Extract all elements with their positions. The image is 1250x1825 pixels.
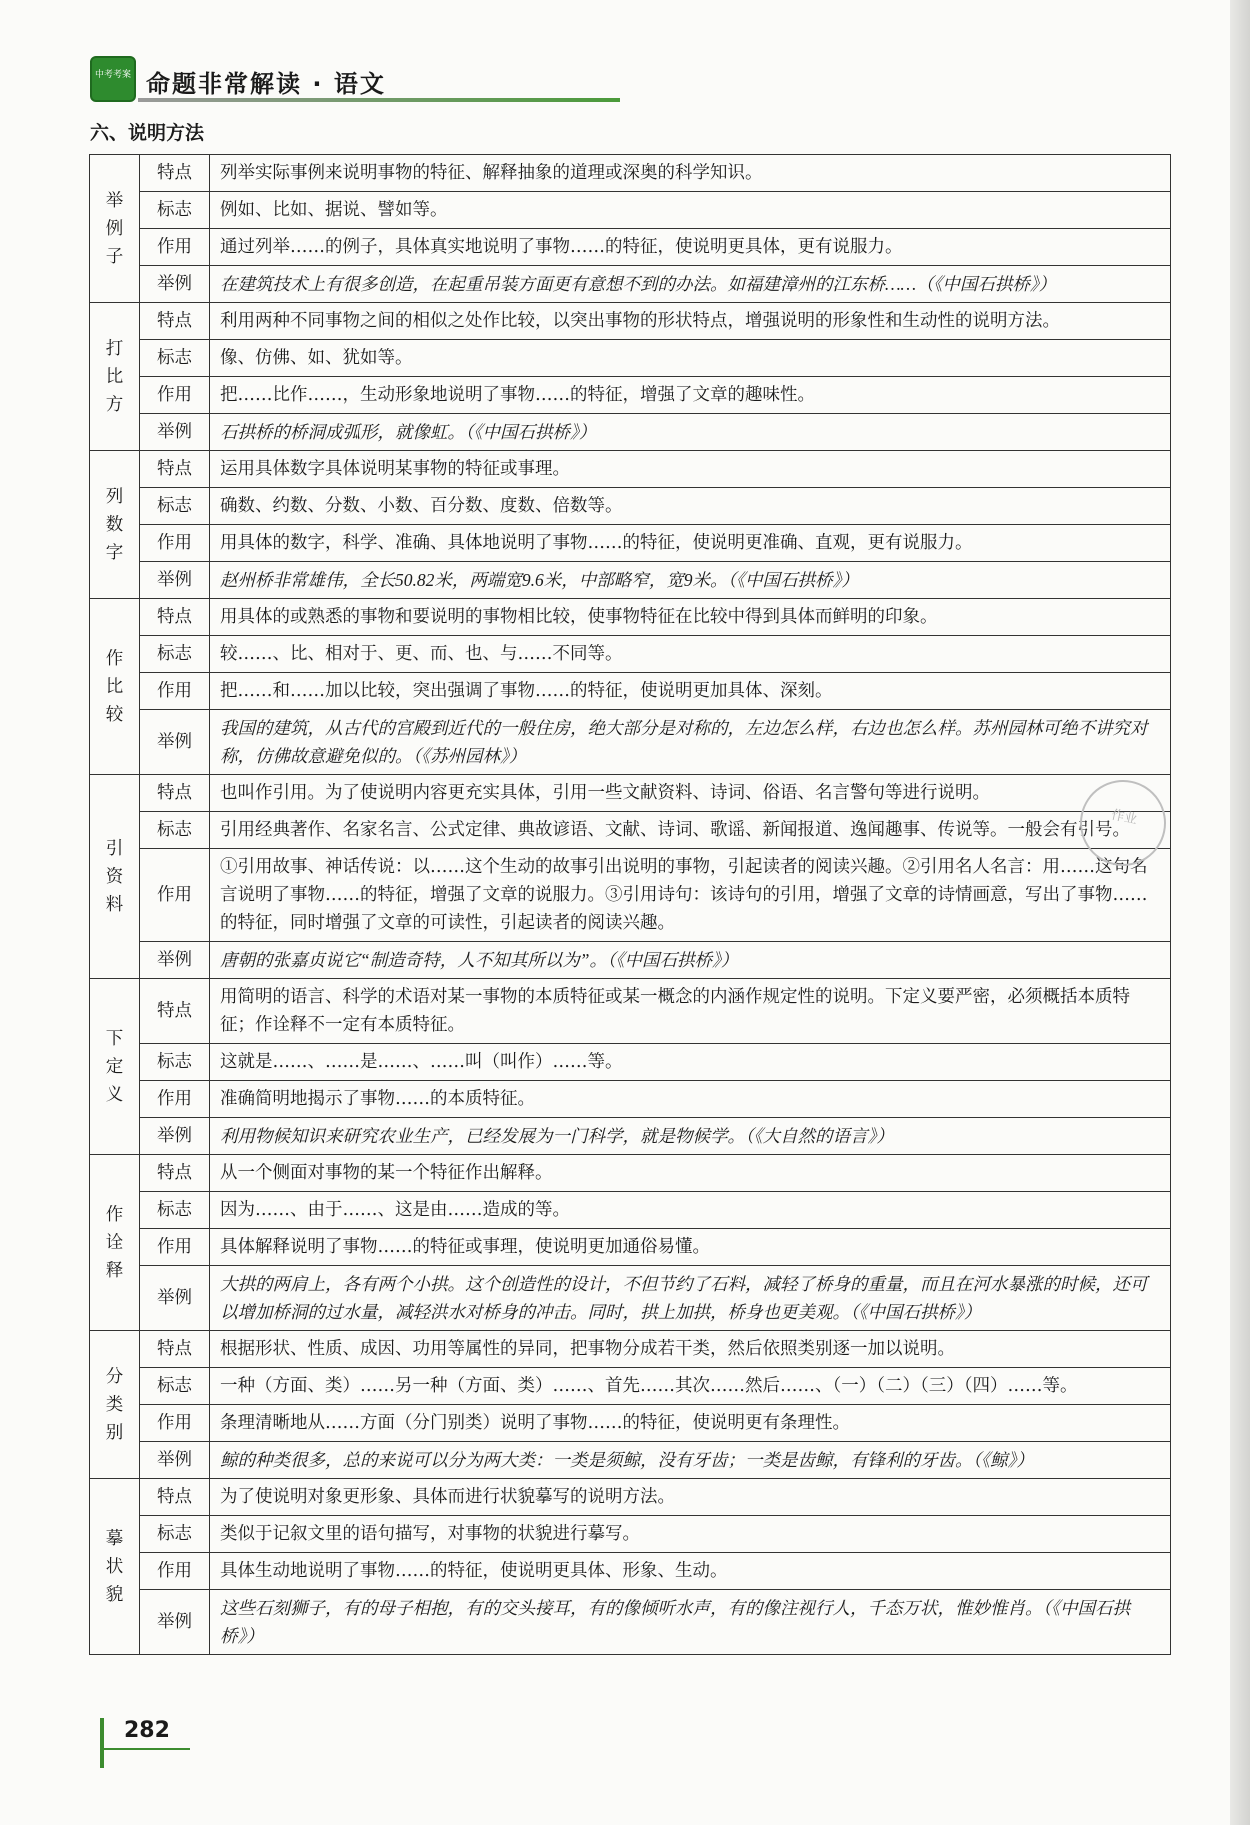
table-row (90, 1266, 1171, 1331)
row-kind: 作用 (140, 1081, 210, 1118)
row-kind: 特点 (140, 979, 210, 1044)
row-kind: 标志 (140, 1516, 210, 1553)
table-row (90, 1405, 1171, 1442)
example-text: 我国的建筑，从古代的宫殿到近代的一般住房，绝大部分是对称的，左边怎么样，右边也怎么样。苏州园林可绝不讲究对称，仿佛故意避免似的。（《苏州园林》） (210, 710, 1171, 775)
row-kind: 标志 (140, 192, 210, 229)
row-kind: 举例 (140, 1590, 210, 1655)
row-kind: 作用 (140, 1553, 210, 1590)
example-text: 赵州桥非常雄伟，全长50.82米，两端宽9.6米，中部略窄，宽9米。（《中国石拱桥》） (210, 562, 1171, 599)
row-content: 具体生动地说明了事物……的特征，使说明更具体、形象、生动。 (210, 1553, 1171, 1590)
row-content: 确数、约数、分数、小数、百分数、度数、倍数等。 (210, 488, 1171, 525)
row-content: 根据形状、性质、成因、功用等属性的异同，把事物分成若干类，然后依照类别逐一加以说明。 (210, 1331, 1171, 1368)
table-row (90, 1044, 1171, 1081)
table-row (90, 1368, 1171, 1405)
method-name (90, 979, 140, 1155)
page-number-line (100, 1748, 190, 1750)
row-content: 引用经典著作、名家名言、公式定律、典故谚语、文献、诗词、歌谣、新闻报道、逸闻趣事、传说等。一般会有引号。 (210, 812, 1171, 849)
method-name (90, 775, 140, 979)
method-name-label: 摹状貌 (105, 1528, 124, 1605)
table-row (90, 1155, 1171, 1192)
explanation-methods-table (89, 154, 1171, 1655)
example-text: 大拱的两肩上，各有两个小拱。这个创造性的设计，不但节约了石料，减轻了桥身的重量，而且在河水暴涨的时候，还可以增加桥洞的过水量，减轻洪水对桥身的冲击。同时，拱上加拱，桥身也更美观。（《中国石拱桥》） (210, 1266, 1171, 1331)
table-row (90, 1229, 1171, 1266)
row-content: 这就是……、……是……、……叫（叫作）……等。 (210, 1044, 1171, 1081)
table-row (90, 1081, 1171, 1118)
example-text: 鲸的种类很多，总的来说可以分为两大类：一类是须鲸，没有牙齿；一类是齿鲸，有锋利的牙齿。（《鲸》） (210, 1442, 1171, 1479)
page-edge (1230, 0, 1250, 1825)
method-name-label: 作诠释 (105, 1204, 124, 1281)
row-kind: 作用 (140, 377, 210, 414)
page-header (90, 56, 630, 102)
row-kind: 标志 (140, 1368, 210, 1405)
row-kind: 作用 (140, 525, 210, 562)
row-content: 准确简明地揭示了事物……的本质特征。 (210, 1081, 1171, 1118)
row-kind: 举例 (140, 414, 210, 451)
row-kind: 标志 (140, 340, 210, 377)
method-name (90, 1331, 140, 1479)
table-row (90, 1590, 1171, 1655)
logo: 中考考案 (90, 56, 136, 102)
row-content: 利用两种不同事物之间的相似之处作比较，以突出事物的形状特点，增强说明的形象性和生动性的说明方法。 (210, 303, 1171, 340)
row-kind: 作用 (140, 1229, 210, 1266)
row-content: 把……和……加以比较，突出强调了事物……的特征，使说明更加具体、深刻。 (210, 673, 1171, 710)
header-underline (138, 98, 620, 102)
row-kind: 作用 (140, 229, 210, 266)
row-kind: 举例 (140, 1442, 210, 1479)
page-number: 282 (124, 1718, 170, 1743)
method-name-label: 引资料 (105, 838, 124, 915)
row-content: 类似于记叙文里的语句描写，对事物的状貌进行摹写。 (210, 1516, 1171, 1553)
table-row (90, 1479, 1171, 1516)
row-kind: 标志 (140, 1192, 210, 1229)
example-text: 在建筑技术上有很多创造，在起重吊装方面更有意想不到的办法。如福建漳州的江东桥……（《中国石拱桥》） (210, 266, 1171, 303)
watermark-stamp: 作业 (1072, 772, 1174, 874)
table-row (90, 303, 1171, 340)
row-kind: 举例 (140, 562, 210, 599)
table-row (90, 266, 1171, 303)
method-name-label: 下定义 (105, 1028, 124, 1105)
row-kind: 举例 (140, 710, 210, 775)
example-text: 唐朝的张嘉贞说它“制造奇特，人不知其所以为”。（《中国石拱桥》） (210, 942, 1171, 979)
table-row (90, 340, 1171, 377)
row-content: 一种（方面、类）……另一种（方面、类）……、首先……其次……然后……、（一）（二）（三）（四）……等。 (210, 1368, 1171, 1405)
row-content: 因为……、由于……、这是由……造成的等。 (210, 1192, 1171, 1229)
row-content: 用简明的语言、科学的术语对某一事物的本质特征或某一概念的内涵作规定性的说明。下定义要严密，必须概括本质特征；作诠释不一定有本质特征。 (210, 979, 1171, 1044)
table-row (90, 849, 1171, 942)
row-kind: 作用 (140, 849, 210, 942)
row-content: 为了使说明对象更形象、具体而进行状貌摹写的说明方法。 (210, 1479, 1171, 1516)
row-kind: 作用 (140, 673, 210, 710)
table-row (90, 451, 1171, 488)
row-content: 用具体的数字，科学、准确、具体地说明了事物……的特征，使说明更准确、直观，更有说服力。 (210, 525, 1171, 562)
row-kind: 标志 (140, 1044, 210, 1081)
page-number-bar (100, 1718, 104, 1768)
table-row (90, 155, 1171, 192)
table-row (90, 979, 1171, 1044)
row-content: 运用具体数字具体说明某事物的特征或事理。 (210, 451, 1171, 488)
row-kind: 举例 (140, 1266, 210, 1331)
row-content: 从一个侧面对事物的某一个特征作出解释。 (210, 1155, 1171, 1192)
method-name (90, 599, 140, 775)
row-kind: 特点 (140, 155, 210, 192)
row-kind: 标志 (140, 812, 210, 849)
row-kind: 特点 (140, 303, 210, 340)
method-name-label: 举例子 (105, 190, 124, 267)
table-row (90, 488, 1171, 525)
row-content: 用具体的或熟悉的事物和要说明的事物相比较，使事物特征在比较中得到具体而鲜明的印象。 (210, 599, 1171, 636)
row-kind: 特点 (140, 1479, 210, 1516)
row-kind: 举例 (140, 1118, 210, 1155)
row-content: 把……比作……，生动形象地说明了事物……的特征，增强了文章的趣味性。 (210, 377, 1171, 414)
header-title: 命题非常解读 · 语文 (146, 70, 386, 98)
row-kind: 举例 (140, 266, 210, 303)
table-row (90, 636, 1171, 673)
table-row (90, 1516, 1171, 1553)
table-row (90, 599, 1171, 636)
row-kind: 标志 (140, 636, 210, 673)
row-content: 条理清晰地从……方面（分门别类）说明了事物……的特征，使说明更有条理性。 (210, 1405, 1171, 1442)
table-row (90, 192, 1171, 229)
row-content: ①引用故事、神话传说：以……这个生动的故事引出说明的事物，引起读者的阅读兴趣。②引用名人名言：用……这句名言说明了事物……的特征，增强了文章的说服力。③引用诗句：该诗句的引用，增强了文章的诗情画意，写出了事物……的特征，同时增强了文章的可读性，引起读者的阅读兴趣。 (210, 849, 1171, 942)
row-kind: 举例 (140, 942, 210, 979)
method-name (90, 1155, 140, 1331)
table-row (90, 1192, 1171, 1229)
row-content: 具体解释说明了事物……的特征或事理，使说明更加通俗易懂。 (210, 1229, 1171, 1266)
row-content: 列举实际事例来说明事物的特征、解释抽象的道理或深奥的科学知识。 (210, 155, 1171, 192)
example-text: 利用物候知识来研究农业生产，已经发展为一门科学，就是物候学。（《大自然的语言》） (210, 1118, 1171, 1155)
row-kind: 标志 (140, 488, 210, 525)
row-content: 较……、比、相对于、更、而、也、与……不同等。 (210, 636, 1171, 673)
method-name (90, 155, 140, 303)
method-name (90, 451, 140, 599)
table-row (90, 1118, 1171, 1155)
example-text: 这些石刻狮子，有的母子相抱，有的交头接耳，有的像倾听水声，有的像注视行人，千态万状，惟妙惟肖。（《中国石拱桥》） (210, 1590, 1171, 1655)
row-kind: 特点 (140, 775, 210, 812)
table-row (90, 414, 1171, 451)
row-content: 也叫作引用。为了使说明内容更充实具体，引用一些文献资料、诗词、俗语、名言警句等进行说明。 (210, 775, 1171, 812)
row-kind: 特点 (140, 1331, 210, 1368)
row-kind: 特点 (140, 451, 210, 488)
row-content: 例如、比如、据说、譬如等。 (210, 192, 1171, 229)
table-row (90, 942, 1171, 979)
table-row (90, 812, 1171, 849)
example-text: 石拱桥的桥洞成弧形，就像虹。（《中国石拱桥》） (210, 414, 1171, 451)
method-name (90, 1479, 140, 1655)
table-row (90, 775, 1171, 812)
table-row (90, 229, 1171, 266)
table-row (90, 673, 1171, 710)
table-row (90, 1331, 1171, 1368)
table-row (90, 525, 1171, 562)
method-name-label: 分类别 (105, 1366, 124, 1443)
row-kind: 作用 (140, 1405, 210, 1442)
method-name (90, 303, 140, 451)
row-content: 像、仿佛、如、犹如等。 (210, 340, 1171, 377)
method-name-label: 列数字 (105, 486, 124, 563)
table-row (90, 562, 1171, 599)
table-row (90, 710, 1171, 775)
section-title: 六、说明方法 (90, 122, 205, 144)
table-row (90, 1442, 1171, 1479)
row-kind: 特点 (140, 599, 210, 636)
method-name-label: 作比较 (105, 648, 124, 725)
row-kind: 特点 (140, 1155, 210, 1192)
table-row (90, 377, 1171, 414)
row-content: 通过列举……的例子，具体真实地说明了事物……的特征，使说明更具体，更有说服力。 (210, 229, 1171, 266)
method-name-label: 打比方 (105, 338, 124, 415)
table-row (90, 1553, 1171, 1590)
